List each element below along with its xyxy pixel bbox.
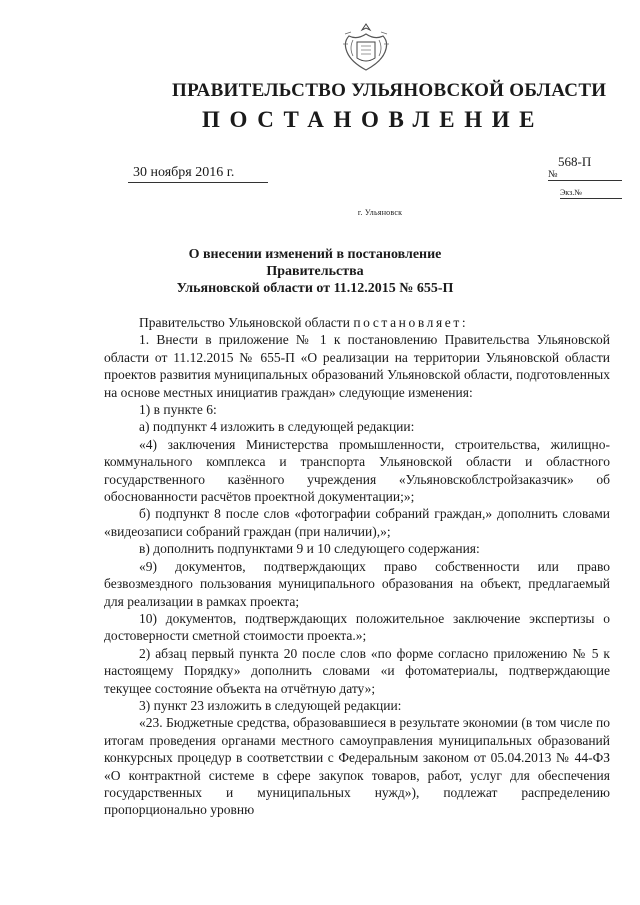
- government-name: ПРАВИТЕЛЬСТВО УЛЬЯНОВСКОЙ ОБЛАСТИ: [172, 80, 607, 101]
- coat-of-arms-emblem: [339, 22, 393, 74]
- body-paragraph: «4) заключения Министерства промышленности, строительства, жилищно-коммунального комплекса и транспорта Ульяновской области и областного государственного казённого учреждения «Ульяновскоблстройзаказчик» об обоснованности расчётов проектной документации;»;: [104, 436, 610, 505]
- document-number-label: №: [548, 170, 622, 181]
- heading-line-1: О внесении изменений в постановление Правительства: [188, 247, 442, 279]
- body-paragraph: б) подпункт 8 после слов «фотографии собраний граждан,» дополнить словами «видеозаписи собраний граждан (при наличии),»;: [104, 506, 610, 539]
- preamble-verb: постановляет:: [353, 315, 469, 330]
- document-body: [104, 314, 610, 819]
- body-paragraph: [104, 314, 610, 331]
- body-paragraph: 1) в пункте 6:: [139, 402, 217, 418]
- heading-line-2: Ульяновской области от 11.12.2015 № 655-П: [176, 281, 454, 296]
- copy-number-label: Экз.№: [560, 188, 622, 199]
- document-number: 568-П: [558, 154, 592, 169]
- body-paragraph: 1. Внести в приложение № 1 к постановлению Правительства Ульяновской области от 11.12.2015 № 655-П «О реализации на территории Ульяновской области проектов развития муниципальных образований Ульяновской области, подготовленных на основе местных инициатив граждан» следующие изменения:: [104, 332, 610, 400]
- body-paragraph: «23. Бюджетные средства, образовавшиеся в результате экономии (в том числе по итогам проведения органами местного самоуправления муниципальных образований конкурсных процедур в соответствии с Федеральным законом от 05.04.2013 № 44-ФЗ «О контрактной системе в сфере закупок товаров, работ, услуг для обеспечения государственных и муниципальных нужд»), подлежат распределению пропорционально уровню: [104, 715, 610, 818]
- preamble-text: Правительство Ульяновской области: [139, 315, 350, 330]
- body-paragraph: 10) документов, подтверждающих положительное заключение экспертизы о достоверности сметной стоимости проекта.»;: [104, 610, 610, 644]
- body-paragraph: в) дополнить подпунктами 9 и 10 следующего содержания:: [139, 541, 480, 557]
- body-paragraph: 2) абзац первый пункта 20 после слов «по форме согласно приложению № 5 к настоящему Порядку» дополнить словами «и фотоматериалы, подтверждающие текущее состояние объекта на отчётную дату»;: [104, 645, 610, 696]
- document-date: 30 ноября 2016 г.: [128, 164, 268, 183]
- document-heading: [150, 246, 480, 297]
- body-paragraph: а) подпункт 4 изложить в следующей редакции:: [139, 419, 415, 435]
- body-paragraph: «9) документов, подтверждающих право собственности или право безвозмездного пользования муниципального образования на объект, предлагаемый для реализации в рамках проекта;: [104, 558, 610, 609]
- document-type: ПОСТАНОВЛЕНИЕ: [202, 107, 545, 132]
- city-label: г. Ульяновск: [357, 208, 403, 217]
- body-paragraph: 3) пункт 23 изложить в следующей редакции:: [139, 697, 402, 713]
